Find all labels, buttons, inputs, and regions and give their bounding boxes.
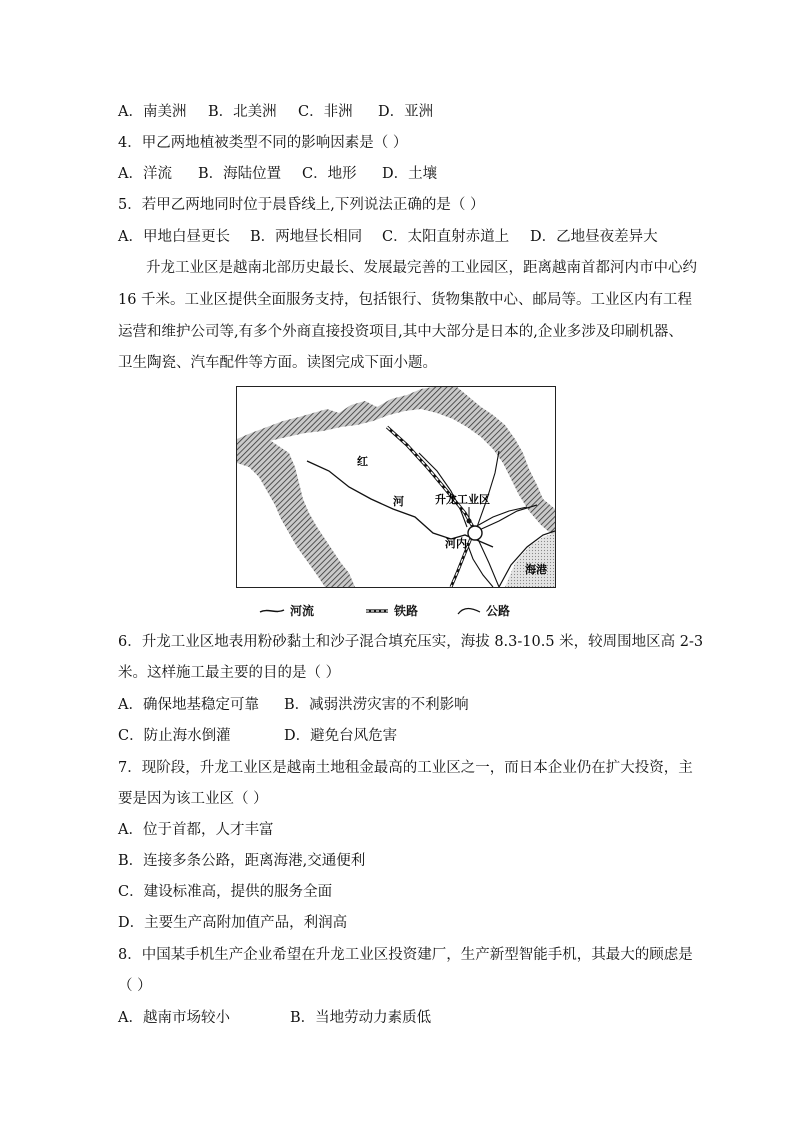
q4-option-a: A．洋流 (118, 166, 172, 182)
q6-options-row-1 (118, 695, 469, 715)
river-branch-south (467, 543, 493, 587)
q6-option-b: B．减弱洪涝灾害的不利影响 (284, 697, 469, 713)
hanoi-label: 河内 (445, 537, 467, 550)
q8-options (118, 1008, 431, 1028)
q5-option-a: A．甲地白昼更长 (118, 229, 230, 245)
legend-river-symbol (260, 610, 284, 612)
q7-stem-line-2: 要是因为该工业区（ ） (118, 791, 268, 807)
q4-stem: 4．甲乙两地植被类型不同的影响因素是（ ） (118, 135, 408, 151)
legend-river-label: 河流 (290, 604, 315, 618)
q8-option-a: A．越南市场较小 (118, 1010, 230, 1026)
map-drawing (237, 387, 555, 587)
q5-option-c: C．太阳直射赤道上 (382, 229, 510, 245)
passage-line-2: 16 千米。工业区提供全面服务支持，包括银行、货物集散中心、邮局等。工业区内有工程 (118, 292, 693, 308)
q4-option-b: B．海陆位置 (198, 166, 282, 182)
q7-option-b: B．连接多条公路，距离海港,交通便利 (118, 853, 366, 869)
river-label-hong: 红 (357, 455, 368, 468)
q7-stem-line-1: 7．现阶段，升龙工业区是越南土地租金最高的工业区之一，而日本企业仍在扩大投资，主 (118, 760, 693, 776)
q5-option-d: D．乙地昼夜差异大 (530, 229, 658, 245)
mountain-range-west (237, 433, 355, 587)
sea-area (505, 533, 555, 587)
q6-options-row-2 (118, 726, 397, 746)
q7-option-a: A．位于首都，人才丰富 (118, 822, 274, 838)
q5-option-b: B．两地昼长相同 (250, 229, 363, 245)
q6-option-c: C．防止海水倒灌 (118, 728, 231, 744)
passage-line-4: 卫生陶瓷、汽车配件等方面。读图完成下面小题。 (118, 355, 437, 371)
q8-option-b: B．当地劳动力素质低 (290, 1010, 432, 1026)
q3-option-a: A．南美洲 (118, 104, 187, 120)
q3-options (118, 102, 433, 122)
map-legend (258, 600, 558, 620)
q7-option-d: D．主要生产高附加值产品，利润高 (118, 915, 348, 931)
q3-option-c: C．非洲 (298, 104, 353, 120)
q4-option-d: D．土壤 (382, 166, 438, 182)
park-label: 升龙工业区 (435, 493, 490, 506)
q5-options (118, 227, 658, 247)
q4-options (118, 164, 437, 184)
q3-option-d: D．亚洲 (378, 104, 434, 120)
passage-line-1: 升龙工业区是越南北部历史最长、发展最完善的工业园区，距离越南首都河内市中心约 (146, 260, 697, 276)
legend-road-label: 公路 (486, 604, 511, 618)
q6-option-a: A．确保地基稳定可靠 (118, 697, 259, 713)
hanoi-city-marker (468, 526, 482, 540)
legend-road-symbol (458, 609, 480, 615)
q6-stem-line-2: 米。这样施工最主要的目的是（ ） (118, 665, 341, 681)
q8-stem-line-1: 8．中国某手机生产企业希望在升龙工业区投资建厂，生产新型智能手机，其最大的顾虑是 (118, 947, 693, 963)
q5-stem: 5．若甲乙两地同时位于晨昏线上,下列说法正确的是（ ） (118, 197, 485, 213)
q3-option-b: B．北美洲 (208, 104, 277, 120)
map-figure (236, 386, 556, 588)
q6-stem-line-1: 6．升龙工业区地表用粉砂黏土和沙子混合填充压实，海拔 8.3-10.5 米，较周围地区高 2-3 (118, 634, 704, 650)
river-label-he: 河 (393, 495, 404, 508)
passage-line-3: 运营和维护公司等,有多个外商直接投资项目,其中大部分是日本的,企业多涉及印刷机器、 (118, 324, 683, 340)
port-label: 海港 (525, 563, 547, 576)
q6-option-d: D．避免台风危害 (284, 728, 398, 744)
legend-railway-label: 铁路 (394, 604, 419, 618)
q8-stem-line-2: （ ） (118, 978, 152, 994)
q7-option-c: C．建设标准高，提供的服务全面 (118, 884, 333, 900)
q4-option-c: C．地形 (302, 166, 357, 182)
